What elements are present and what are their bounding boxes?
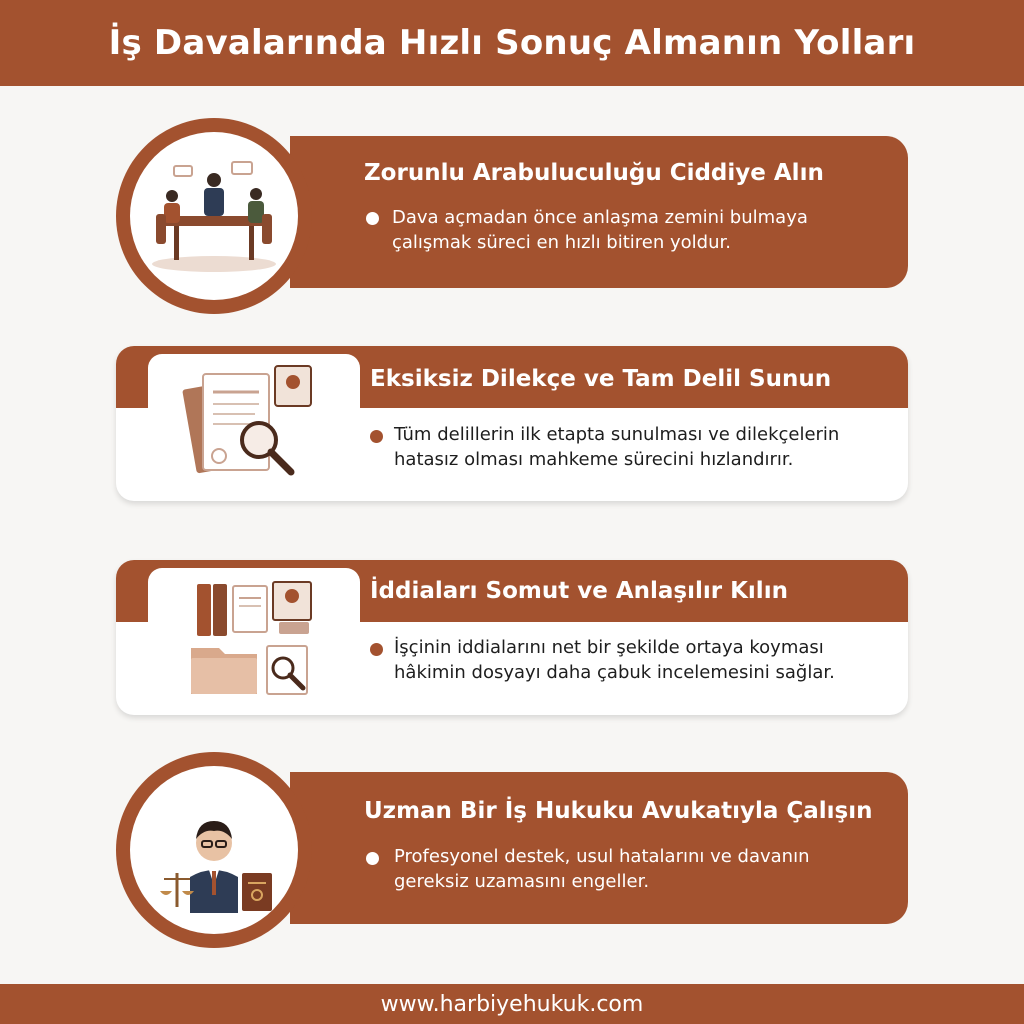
documents-magnifier-illustration xyxy=(179,362,329,487)
bullet-icon xyxy=(366,852,379,865)
card-claims-title: İddiaları Somut ve Anlaşılır Kılın xyxy=(370,578,788,604)
bullet-icon xyxy=(370,430,383,443)
card-petition-image-frame xyxy=(148,354,360,494)
card-petition-line-1: Tüm delillerin ilk etapta sunulması ve dilekçelerin xyxy=(394,424,840,445)
card-petition-line-2: hatasız olması mahkeme sürecini hızlandırır. xyxy=(394,449,794,470)
card-lawyer-line-1: Profesyonel destek, usul hatalarını ve davanın xyxy=(394,846,810,867)
card-petition-text xyxy=(394,422,839,472)
card-mediation-title: Zorunlu Arabuluculuğu Ciddiye Alın xyxy=(364,160,824,186)
card-mediation-line-2: çalışmak süreci en hızlı bitiren yoldur. xyxy=(392,232,731,253)
website-link[interactable]: www.harbiyehukuk.com xyxy=(380,991,644,1017)
card-claims-line-2: hâkimin dosyayı daha çabuk incelemesini sağlar. xyxy=(394,662,835,683)
page-footer xyxy=(0,984,1024,1024)
card-claims-line-1: İşçinin iddialarını net bir şekilde ortaya koyması xyxy=(394,637,824,658)
page-title: İş Davalarında Hızlı Sonuç Almanın Yolları xyxy=(108,23,916,63)
page-header xyxy=(0,0,1024,86)
case-files-illustration xyxy=(179,576,329,701)
card-claims-text xyxy=(394,635,835,685)
card-mediation-image-frame xyxy=(116,118,312,314)
mediation-meeting-illustration xyxy=(144,156,284,276)
card-lawyer-text xyxy=(394,844,810,894)
card-lawyer-image-frame xyxy=(116,752,312,948)
card-claims-image-frame xyxy=(148,568,360,708)
bullet-icon xyxy=(366,212,379,225)
card-mediation-text xyxy=(392,205,808,255)
lawyer-scales-illustration xyxy=(144,785,284,915)
card-mediation-line-1: Dava açmadan önce anlaşma zemini bulmaya xyxy=(392,207,808,228)
card-lawyer-title: Uzman Bir İş Hukuku Avukatıyla Çalışın xyxy=(364,798,873,824)
bullet-icon xyxy=(370,643,383,656)
card-petition-title: Eksiksiz Dilekçe ve Tam Delil Sunun xyxy=(370,366,832,392)
card-lawyer-line-2: gereksiz uzamasını engeller. xyxy=(394,871,650,892)
